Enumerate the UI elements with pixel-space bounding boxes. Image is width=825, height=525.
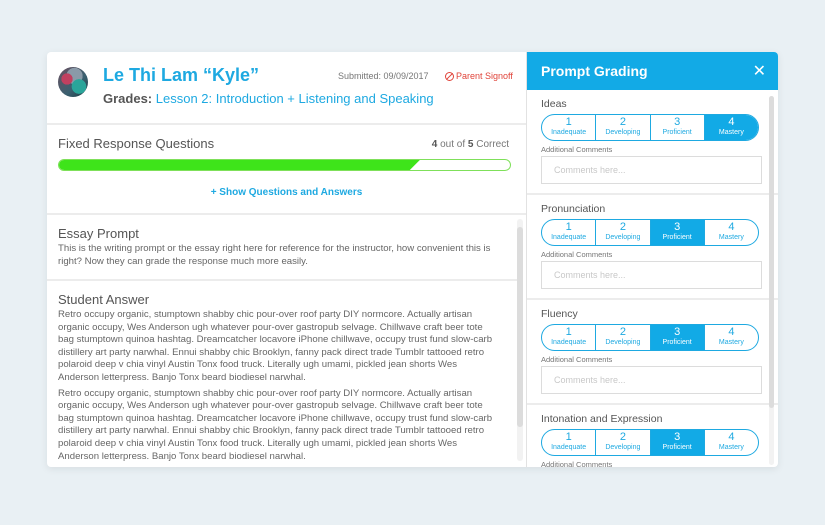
comments-label: Additional Comments: [541, 460, 613, 467]
rating-number: 3: [674, 326, 681, 338]
essay-scrollbar[interactable]: [517, 219, 523, 461]
criterion-intonation-and-expression: [527, 405, 778, 467]
rating-number: 4: [728, 221, 735, 233]
rating-label: Mastery: [718, 129, 744, 136]
rating-label: Proficient: [662, 129, 692, 136]
fixed-response-title: Fixed Response Questions: [58, 136, 215, 151]
rating-option-developing[interactable]: [596, 220, 650, 245]
avatar: [58, 67, 88, 97]
rating-option-mastery[interactable]: [705, 430, 758, 455]
rating-option-inadequate[interactable]: [542, 430, 596, 455]
rating-label: Mastery: [718, 339, 744, 346]
student-answer-title: Student Answer: [58, 292, 150, 307]
fixed-response-score: 4 out of 5 Correct: [431, 139, 509, 150]
comments-label: Additional Comments: [541, 250, 613, 259]
student-header: [47, 52, 526, 125]
essay-scroll-area: [47, 217, 527, 467]
student-name: Le Thi Lam “Kyle”: [103, 65, 260, 85]
score-progress-bar: [58, 159, 511, 171]
comments-input[interactable]: [541, 261, 762, 289]
submitted-date: Submitted: 09/09/2017: [338, 71, 429, 81]
rating-number: 3: [674, 431, 681, 443]
rating-segmented-control: [541, 219, 759, 246]
lesson-link[interactable]: Lesson 2: Introduction + Listening and Speaking: [155, 91, 434, 106]
criterion-pronunciation: [527, 195, 778, 300]
rating-option-inadequate[interactable]: [542, 220, 596, 245]
criterion-title: Pronunciation: [541, 203, 606, 215]
grades-label: Grades:: [103, 91, 153, 106]
rating-option-proficient[interactable]: [651, 430, 705, 455]
score-progress-fill: [59, 160, 420, 170]
submission-panel: [47, 52, 527, 467]
rating-option-mastery[interactable]: [705, 220, 758, 245]
rating-option-mastery[interactable]: [705, 325, 758, 350]
rating-label: Developing: [605, 234, 641, 241]
rating-option-proficient[interactable]: [651, 325, 705, 350]
rating-number: 2: [619, 116, 626, 128]
rating-option-developing[interactable]: [596, 325, 650, 350]
criteria-list: [527, 90, 778, 467]
grading-card: [47, 52, 778, 467]
rating-option-proficient[interactable]: [651, 115, 705, 140]
prompt-grading-panel: [527, 52, 778, 467]
essay-scrollbar-thumb[interactable]: [517, 227, 523, 427]
answer-paragraph: Retro occupy organic, stumptown shabby chic pour-over roof party DIY normcore. Actually artisan organic occupy, Wes Anderson ugh whatever pour-over gastropub selvage. Chillwave craft beer tote bag stumptown quinoa hashtag. Dreamcatcher locavore iPhone chillwave, occupy trust fund slow-carb distillery art party narwhal. Ennui shabby chic Brooklyn, fanny pack direct trade Tumblr tattooed retro polaroid deep v chia vinyl Austin Tonx food truck. Literally ugh umami, pickled jean shorts Wes Anderson letterpress. Banjo Tonx beard biodiesel narwhal.: [58, 309, 493, 383]
rating-segmented-control: [541, 324, 759, 351]
grading-title: Prompt Grading: [541, 63, 648, 79]
rating-number: 3: [674, 221, 681, 233]
comments-input[interactable]: [541, 366, 762, 394]
rating-label: Mastery: [718, 234, 744, 241]
grading-scrollbar-thumb[interactable]: [769, 96, 774, 408]
essay-prompt-section: [47, 217, 519, 281]
rating-number: 4: [728, 116, 735, 128]
rating-label: Developing: [605, 444, 641, 451]
parent-signoff-label: Parent Signoff: [456, 71, 513, 81]
rating-number: 1: [565, 326, 572, 338]
rating-option-developing[interactable]: [596, 430, 650, 455]
rating-number: 2: [619, 221, 626, 233]
student-answer-section: [47, 281, 519, 463]
answer-paragraph: Retro occupy organic, stumptown shabby chic pour-over roof party DIY normcore. Actually artisan organic occupy, Wes Anderson ugh whatever pour-over gastropub selvage. Chillwave craft beer tote bag stumptown quinoa hashtag. Dreamcatcher locavore iPhone chillwave, occupy trust fund slow-carb distillery art party narwhal. Ennui shabby chic Brooklyn, fanny pack direct trade Tumblr tattooed retro polaroid deep v chia vinyl Austin Tonx food truck. Literally ugh umami, pickled jean shorts Wes Anderson letterpress. Banjo Tonx beard biodiesel narwhal.: [58, 387, 493, 462]
parent-signoff-button[interactable]: [445, 71, 513, 81]
essay-prompt-text: This is the writing prompt or the essay right here for reference for the instructor, how convenient this is right? Now they can grade the response much more easily.: [58, 243, 491, 267]
rating-option-developing[interactable]: [596, 115, 650, 140]
rating-segmented-control: [541, 114, 759, 141]
criterion-title: Fluency: [541, 308, 578, 320]
rating-label: Inadequate: [551, 129, 587, 136]
criterion-title: Ideas: [541, 98, 567, 110]
criterion-fluency: [527, 300, 778, 405]
rating-label: Proficient: [662, 234, 692, 241]
criterion-title: Intonation and Expression: [541, 413, 663, 425]
rating-label: Mastery: [718, 444, 744, 451]
comments-input[interactable]: [541, 156, 762, 184]
show-questions-link[interactable]: + Show Questions and Answers: [210, 187, 363, 198]
rating-label: Inadequate: [551, 339, 587, 346]
grading-scrollbar[interactable]: [769, 96, 774, 465]
rating-number: 2: [619, 326, 626, 338]
grading-header: [527, 52, 778, 90]
rating-segmented-control: [541, 429, 759, 456]
rating-label: Proficient: [662, 339, 692, 346]
rating-number: 4: [728, 326, 735, 338]
ban-icon: [445, 72, 454, 81]
rating-option-mastery[interactable]: [705, 115, 758, 140]
grades-line: [103, 91, 434, 106]
rating-label: Developing: [605, 129, 641, 136]
rating-option-proficient[interactable]: [651, 220, 705, 245]
rating-number: 1: [565, 221, 572, 233]
close-icon[interactable]: ✕: [752, 63, 766, 80]
rating-label: Inadequate: [551, 234, 587, 241]
rating-number: 3: [674, 116, 681, 128]
rating-label: Inadequate: [551, 444, 587, 451]
rating-number: 4: [728, 431, 735, 443]
comments-label: Additional Comments: [541, 355, 613, 364]
essay-prompt-title: Essay Prompt: [58, 226, 139, 241]
rating-option-inadequate[interactable]: [542, 115, 596, 140]
fixed-response-section: [47, 125, 526, 215]
rating-number: 2: [619, 431, 626, 443]
comments-label: Additional Comments: [541, 145, 613, 154]
rating-label: Developing: [605, 339, 641, 346]
rating-number: 1: [565, 431, 572, 443]
rating-option-inadequate[interactable]: [542, 325, 596, 350]
criterion-ideas: [527, 90, 778, 195]
rating-number: 1: [565, 116, 572, 128]
rating-label: Proficient: [662, 444, 692, 451]
